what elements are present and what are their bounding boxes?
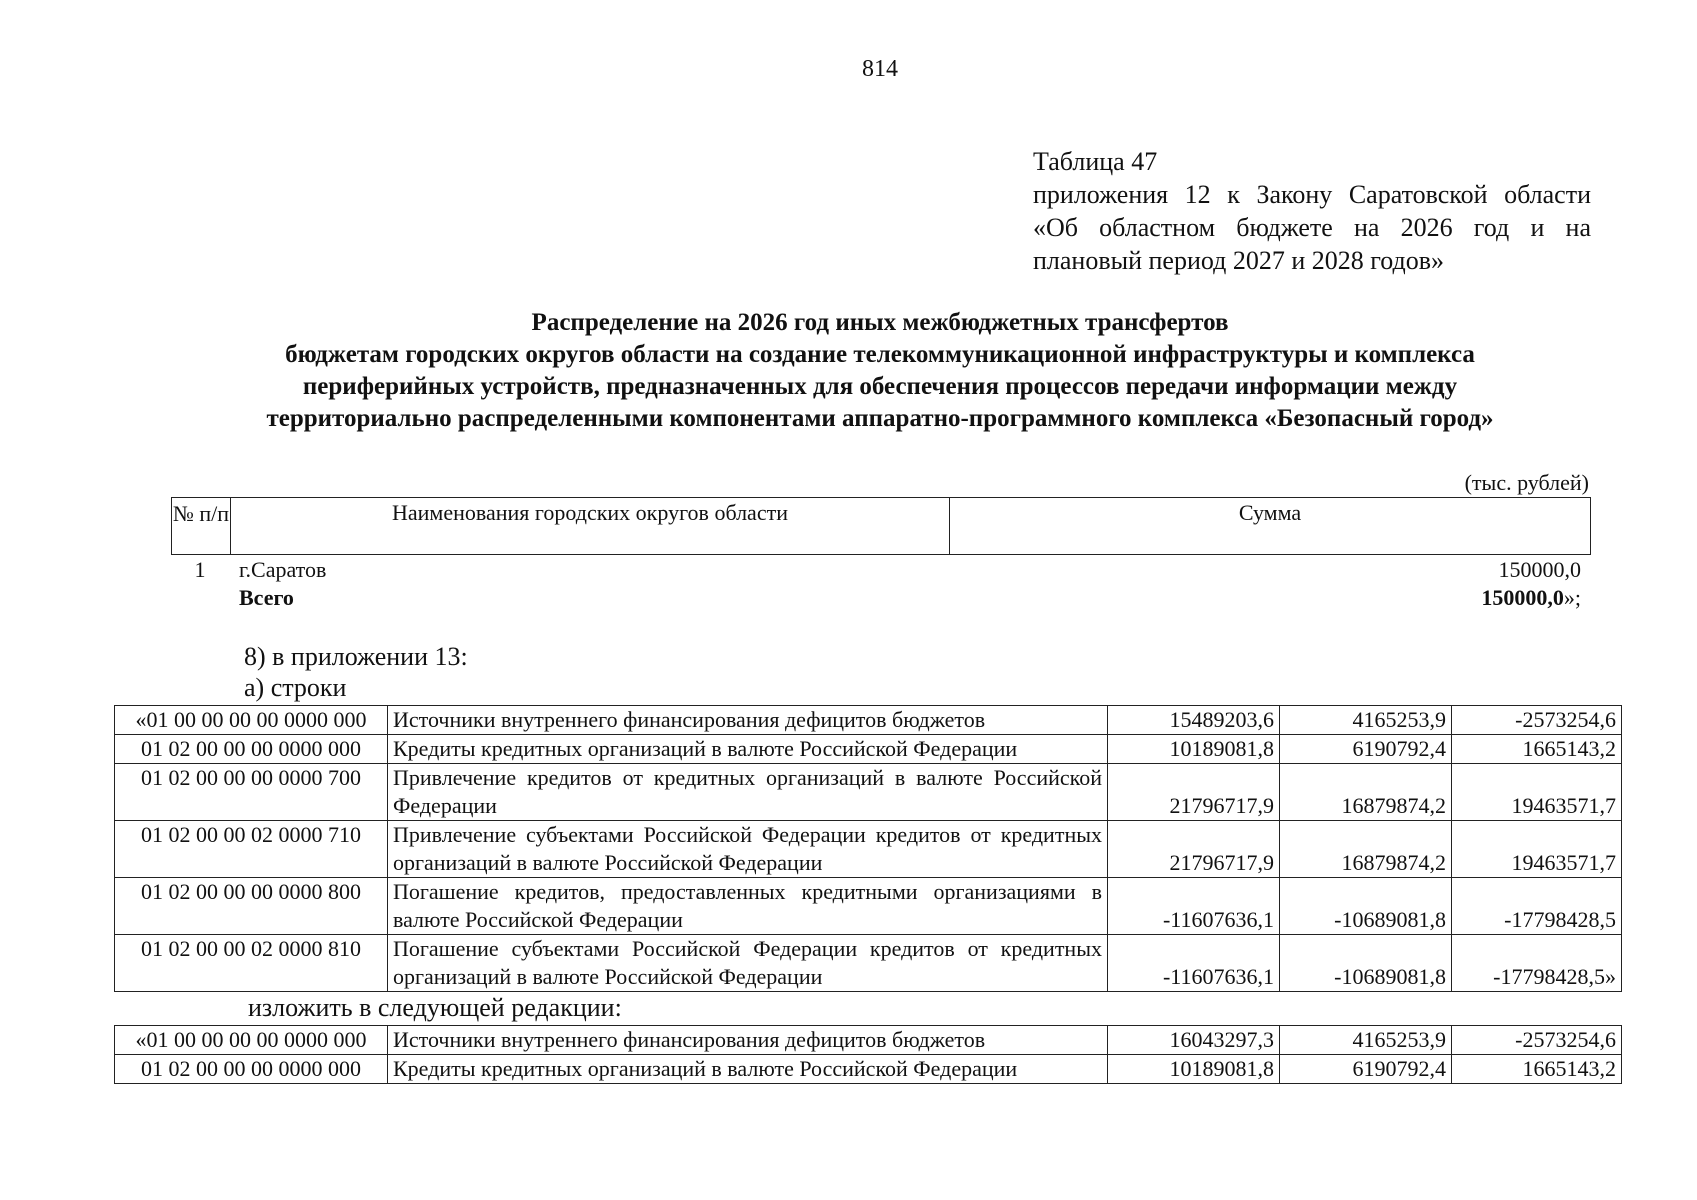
budget-code-cell: 01 02 00 00 02 0000 710: [115, 821, 388, 878]
value-2026-cell: 21796717,9: [1108, 764, 1280, 821]
source-name-cell: Кредиты кредитных организаций в валюте Российской Федерации: [388, 735, 1108, 764]
source-name-cell: Привлечение субъектами Российской Федерации кредитов от кредитных организаций в валюте Российской Федерации: [388, 821, 1108, 878]
total-suffix: »;: [1563, 585, 1581, 610]
replace-text: изложить в следующей редакции:: [248, 993, 622, 1022]
value-2027-cell: -10689081,8: [1280, 935, 1452, 992]
value-2027-cell: 16879874,2: [1280, 821, 1452, 878]
value-2027-cell: 16879874,2: [1280, 764, 1452, 821]
value-2027-cell: 6190792,4: [1280, 735, 1452, 764]
table-row: [115, 764, 1622, 821]
annex-table-label: Таблица 47: [1033, 147, 1158, 176]
header-num: № п/п: [172, 498, 231, 554]
transfer-table-header: [171, 497, 1591, 555]
value-2026-cell: -11607636,1: [1108, 935, 1280, 992]
value-2027-cell: 4165253,9: [1280, 1026, 1452, 1055]
source-name-cell: Источники внутреннего финансирования дефицитов бюджетов: [388, 706, 1108, 735]
value-2026-cell: 21796717,9: [1108, 821, 1280, 878]
value-2028-cell: 1665143,2: [1452, 735, 1622, 764]
row-name: г.Саратов: [239, 557, 327, 582]
budget-code-cell: 01 02 00 00 00 0000 800: [115, 878, 388, 935]
annex-reference: [1033, 145, 1591, 277]
total-label: Всего: [239, 585, 294, 610]
unit-label: (тыс. рублей): [1464, 470, 1589, 495]
budget-code-cell: 01 02 00 00 02 0000 810: [115, 935, 388, 992]
header-name: Наименования городских округов области: [231, 498, 950, 554]
value-2026-cell: 15489203,6: [1108, 706, 1280, 735]
source-name-cell: Источники внутреннего финансирования дефицитов бюджетов: [388, 1026, 1108, 1055]
value-2028-cell: -2573254,6: [1452, 706, 1622, 735]
value-2028-cell: -2573254,6: [1452, 1026, 1622, 1055]
table-row: [115, 735, 1622, 764]
source-name-cell: Привлечение кредитов от кредитных организаций в валюте Российской Федерации: [388, 764, 1108, 821]
value-2028-cell: 19463571,7: [1452, 764, 1622, 821]
value-2028-cell: 1665143,2: [1452, 1055, 1622, 1084]
budget-code-cell: 01 02 00 00 00 0000 000: [115, 1055, 388, 1084]
title-line: периферийных устройств, предназначенных для обеспечения процессов передачи информации между: [302, 373, 1458, 400]
table-row: [115, 706, 1622, 735]
header-sum: Сумма: [1238, 500, 1302, 525]
value-2026-cell: 10189081,8: [1108, 735, 1280, 764]
value-2027-cell: 4165253,9: [1280, 706, 1452, 735]
source-name-cell: Кредиты кредитных организаций в валюте Российской Федерации: [388, 1055, 1108, 1084]
budget-code-cell: 01 02 00 00 00 0000 700: [115, 764, 388, 821]
document-title: [120, 307, 1640, 435]
amendment-subpoint: а) строки: [244, 673, 347, 702]
value-2027-cell: 6190792,4: [1280, 1055, 1452, 1084]
row-sum: 150000,0: [1498, 557, 1581, 582]
source-name-cell: Погашение кредитов, предоставленных кредитными организациями в валюте Российской Федерации: [388, 878, 1108, 935]
budget-code-cell: 01 02 00 00 00 0000 000: [115, 735, 388, 764]
new-rows-table: [114, 1025, 1622, 1084]
value-2028-cell: -17798428,5»: [1452, 935, 1622, 992]
budget-code-cell: «01 00 00 00 00 0000 000: [115, 1026, 388, 1055]
budget-code-cell: «01 00 00 00 00 0000 000: [115, 706, 388, 735]
annex-text: приложения 12 к Закону Саратовской области «Об областном бюджете на 2026 год и на плановый период 2027 и 2028 годов»: [1033, 180, 1591, 275]
table-row: [115, 878, 1622, 935]
value-2026-cell: 10189081,8: [1108, 1055, 1280, 1084]
page-number: 814: [862, 56, 898, 82]
value-2027-cell: -10689081,8: [1280, 878, 1452, 935]
title-line: бюджетам городских округов области на создание телекоммуникационной инфраструктуры и комплекса: [285, 341, 1475, 368]
source-name-cell: Погашение субъектами Российской Федерации кредитов от кредитных организаций в валюте Российской Федерации: [388, 935, 1108, 992]
title-line: Распределение на 2026 год иных межбюджетных трансфертов: [531, 309, 1229, 336]
value-2028-cell: -17798428,5: [1452, 878, 1622, 935]
amendment-point: 8) в приложении 13:: [244, 642, 468, 671]
old-rows-table: [114, 705, 1622, 992]
value-2028-cell: 19463571,7: [1452, 821, 1622, 878]
table-row: [115, 1055, 1622, 1084]
table-row: [115, 935, 1622, 992]
value-2026-cell: -11607636,1: [1108, 878, 1280, 935]
table-row: [115, 1026, 1622, 1055]
total-value: 150000,0»;: [1481, 585, 1581, 610]
row-num: 1: [194, 557, 206, 582]
value-2026-cell: 16043297,3: [1108, 1026, 1280, 1055]
title-line: территориально распределенными компонентами аппаратно-программного комплекса «Безопасный город»: [266, 405, 1494, 432]
table-row: [115, 821, 1622, 878]
